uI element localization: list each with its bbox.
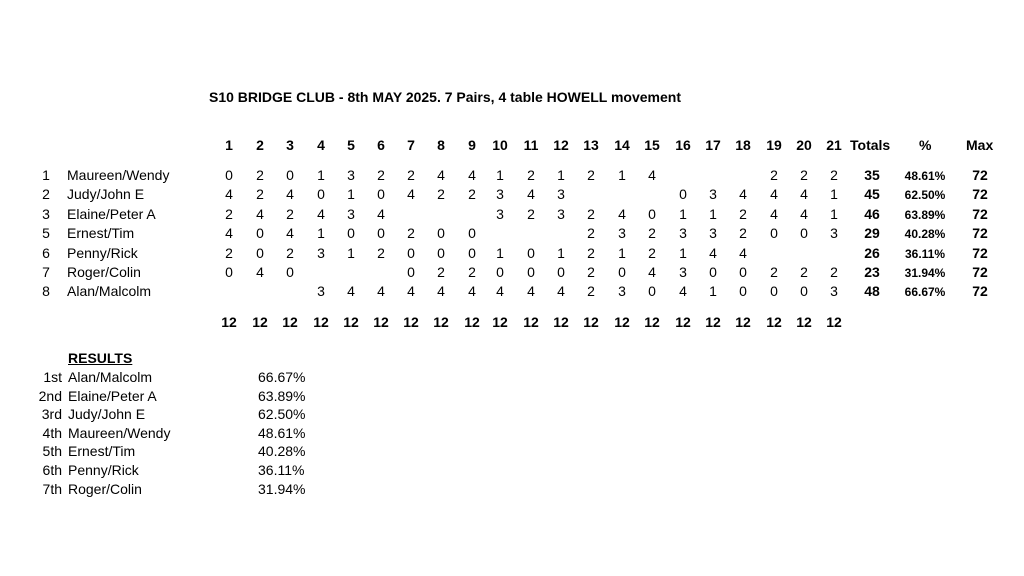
score-cell: 4 [709, 244, 717, 261]
score-cell: 0 [347, 225, 355, 242]
score-cell: 4 [468, 167, 476, 183]
column-header: 9 [468, 137, 476, 153]
column-header: 17 [705, 137, 721, 153]
score-cell: 4 [377, 205, 385, 222]
row-total: 46 [864, 205, 880, 222]
column-total: 12 [523, 314, 539, 330]
score-cell: 2 [437, 186, 445, 203]
score-cell: 0 [527, 244, 535, 261]
score-cell: 4 [648, 167, 656, 183]
score-cell: 1 [317, 225, 325, 242]
score-cell: 1 [830, 205, 838, 222]
column-total: 12 [675, 314, 691, 330]
score-cell: 2 [587, 283, 595, 300]
score-cell: 2 [407, 167, 415, 183]
score-cell: 2 [377, 244, 385, 261]
row-max: 72 [972, 167, 988, 183]
column-total: 12 [221, 314, 237, 330]
score-cell: 0 [256, 244, 264, 261]
pair-name: Maureen/Wendy [67, 167, 170, 183]
score-cell: 4 [770, 205, 778, 222]
score-cell: 4 [739, 186, 747, 203]
score-cell: 4 [225, 225, 233, 242]
score-cell: 1 [679, 244, 687, 261]
row-percent: 36.11% [904, 246, 946, 261]
score-cell: 3 [496, 205, 504, 222]
score-cell: 4 [527, 283, 535, 300]
percent-header: % [919, 137, 932, 153]
score-cell: 2 [587, 244, 595, 261]
score-cell: 2 [225, 244, 233, 261]
score-cell: 1 [679, 205, 687, 222]
score-cell: 1 [618, 244, 626, 261]
page-title: S10 BRIDGE CLUB - 8th MAY 2025. 7 Pairs, 4 table HOWELL movement [209, 89, 681, 105]
score-cell: 1 [709, 283, 717, 300]
result-row [0, 442, 400, 460]
result-position: 6th [42, 462, 62, 478]
result-name: Ernest/Tim [68, 443, 136, 460]
column-header: 19 [766, 137, 782, 153]
score-cell: 4 [527, 186, 535, 203]
pair-number: 3 [42, 205, 50, 222]
score-cell: 0 [225, 264, 233, 280]
pair-name: Roger/Colin [67, 264, 141, 280]
column-total: 12 [313, 314, 329, 330]
score-cell: 4 [800, 205, 808, 222]
pair-number: 7 [42, 264, 50, 280]
score-cell: 4 [407, 186, 415, 203]
score-cell: 2 [800, 264, 808, 280]
score-cell: 4 [317, 205, 325, 222]
score-cell: 4 [800, 186, 808, 203]
result-name: Roger/Colin [68, 480, 142, 497]
column-header: 4 [317, 137, 325, 153]
column-total: 12 [583, 314, 599, 330]
row-total: 48 [864, 283, 880, 300]
score-cell: 3 [347, 167, 355, 183]
score-cell: 2 [648, 225, 656, 242]
score-cell: 1 [496, 244, 504, 261]
score-cell: 1 [618, 167, 626, 183]
result-percent: 62.50% [258, 406, 306, 423]
pair-number: 2 [42, 186, 50, 203]
result-position: 4th [42, 424, 62, 441]
score-cell: 0 [468, 225, 476, 242]
score-cell: 2 [770, 264, 778, 280]
pair-number: 1 [42, 167, 50, 183]
column-total: 12 [796, 314, 812, 330]
score-cell: 0 [225, 167, 233, 183]
score-cell: 0 [468, 244, 476, 261]
column-total: 12 [282, 314, 298, 330]
score-cell: 0 [800, 225, 808, 242]
score-cell: 4 [256, 264, 264, 280]
column-total: 12 [433, 314, 449, 330]
score-cell: 0 [496, 264, 504, 280]
column-header: 11 [523, 137, 539, 153]
score-cell: 3 [557, 205, 565, 222]
result-position: 2nd [38, 387, 62, 404]
score-cell: 4 [225, 186, 233, 203]
row-max: 72 [972, 205, 988, 222]
score-cell: 4 [256, 205, 264, 222]
score-cell: 2 [587, 225, 595, 242]
score-cell: 0 [679, 186, 687, 203]
score-cell: 3 [679, 225, 687, 242]
score-cell: 2 [587, 205, 595, 222]
score-cell: 0 [800, 283, 808, 300]
score-cell: 0 [286, 167, 294, 183]
row-total: 35 [864, 167, 880, 183]
score-cell: 2 [286, 205, 294, 222]
score-cell: 3 [557, 186, 565, 203]
score-cell: 0 [648, 283, 656, 300]
score-cell: 4 [739, 244, 747, 261]
column-total: 12 [403, 314, 419, 330]
column-total: 12 [735, 314, 751, 330]
result-name: Alan/Malcolm [68, 369, 153, 385]
score-cell: 0 [648, 205, 656, 222]
score-cell: 3 [679, 264, 687, 280]
score-cell: 4 [377, 283, 385, 300]
result-position: 1st [43, 369, 62, 385]
result-row [0, 405, 400, 423]
score-cell: 2 [377, 167, 385, 183]
column-header: 13 [583, 137, 599, 153]
row-percent: 63.89% [904, 207, 946, 222]
row-max: 72 [972, 225, 988, 242]
row-percent: 48.61% [904, 169, 946, 183]
row-max: 72 [972, 283, 988, 300]
result-row [0, 461, 400, 479]
result-percent: 66.67% [258, 369, 306, 385]
result-percent: 31.94% [258, 480, 306, 497]
column-header: 7 [407, 137, 415, 153]
row-percent: 62.50% [904, 188, 946, 203]
score-cell: 2 [527, 167, 535, 183]
score-cell: 2 [468, 186, 476, 203]
score-cell: 2 [770, 167, 778, 183]
column-total: 12 [373, 314, 389, 330]
column-total: 12 [705, 314, 721, 330]
score-cell: 2 [407, 225, 415, 242]
score-cell: 4 [648, 264, 656, 280]
result-row [0, 424, 400, 442]
column-total: 12 [492, 314, 508, 330]
column-header: 1 [225, 137, 233, 153]
score-cell: 4 [468, 283, 476, 300]
result-name: Judy/John E [68, 406, 146, 423]
score-cell: 0 [618, 264, 626, 280]
score-cell: 2 [739, 225, 747, 242]
score-cell: 1 [496, 167, 504, 183]
score-cell: 0 [377, 186, 385, 203]
score-cell: 4 [286, 186, 294, 203]
score-cell: 3 [618, 283, 626, 300]
column-total: 12 [826, 314, 842, 330]
row-total: 29 [864, 225, 880, 242]
column-total: 12 [614, 314, 630, 330]
score-cell: 0 [377, 225, 385, 242]
score-cell: 4 [496, 283, 504, 300]
result-percent: 63.89% [258, 387, 306, 404]
column-header: 20 [796, 137, 812, 153]
row-max: 72 [972, 186, 988, 203]
score-cell: 2 [468, 264, 476, 280]
row-percent: 40.28% [904, 227, 946, 242]
score-cell: 2 [830, 167, 838, 183]
score-cell: 4 [557, 283, 565, 300]
max-header: Max [966, 137, 994, 153]
score-cell: 2 [587, 264, 595, 280]
pair-number: 8 [42, 283, 50, 300]
score-cell: 1 [830, 186, 838, 203]
result-name: Penny/Rick [68, 462, 139, 478]
score-cell: 0 [407, 264, 415, 280]
column-header: 6 [377, 137, 385, 153]
score-cell: 3 [709, 225, 717, 242]
score-cell: 0 [437, 244, 445, 261]
score-cell: 4 [679, 283, 687, 300]
score-cell: 0 [739, 264, 747, 280]
score-cell: 3 [317, 244, 325, 261]
score-cell: 3 [830, 225, 838, 242]
score-cell: 4 [618, 205, 626, 222]
score-cell: 4 [437, 283, 445, 300]
column-header: 15 [644, 137, 660, 153]
pair-name: Ernest/Tim [67, 225, 135, 242]
score-cell: 1 [557, 167, 565, 183]
score-cell: 1 [317, 167, 325, 183]
result-row [0, 480, 400, 498]
score-cell: 3 [830, 283, 838, 300]
column-header: 16 [675, 137, 691, 153]
result-position: 3rd [41, 406, 62, 423]
result-percent: 36.11% [258, 462, 305, 478]
score-cell: 2 [286, 244, 294, 261]
pair-name: Alan/Malcolm [67, 283, 152, 300]
column-total: 12 [553, 314, 569, 330]
column-total: 12 [644, 314, 660, 330]
row-percent: 66.67% [904, 285, 946, 300]
result-position: 5th [42, 443, 62, 460]
score-cell: 1 [709, 205, 717, 222]
score-cell: 2 [648, 244, 656, 261]
column-header: 21 [826, 137, 842, 153]
totals-header: Totals [850, 137, 891, 153]
column-header: 3 [286, 137, 294, 153]
score-cell: 2 [225, 205, 233, 222]
score-cell: 0 [317, 186, 325, 203]
score-cell: 4 [347, 283, 355, 300]
score-cell: 2 [739, 205, 747, 222]
score-cell: 4 [770, 186, 778, 203]
score-cell: 2 [830, 264, 838, 280]
score-cell: 2 [800, 167, 808, 183]
column-header: 14 [614, 137, 630, 153]
row-max: 72 [972, 264, 988, 280]
result-row [0, 387, 400, 405]
score-cell: 2 [587, 167, 595, 183]
score-cell: 1 [347, 186, 355, 203]
score-cell: 4 [407, 283, 415, 300]
row-total: 26 [864, 244, 880, 261]
score-cell: 2 [256, 186, 264, 203]
result-position: 7th [42, 480, 62, 497]
score-cell: 0 [256, 225, 264, 242]
column-total: 12 [252, 314, 268, 330]
score-cell: 0 [527, 264, 535, 280]
row-total: 23 [864, 264, 880, 280]
score-cell: 0 [286, 264, 294, 280]
column-header: 2 [256, 137, 264, 153]
score-cell: 4 [286, 225, 294, 242]
row-percent: 31.94% [904, 266, 946, 280]
column-header: 18 [735, 137, 751, 153]
result-row [0, 368, 400, 386]
score-cell: 0 [770, 225, 778, 242]
pair-number: 5 [42, 225, 50, 242]
pair-number: 6 [42, 244, 50, 261]
pair-name: Elaine/Peter A [67, 205, 156, 222]
score-cell: 0 [739, 283, 747, 300]
score-cell: 3 [317, 283, 325, 300]
score-cell: 0 [709, 264, 717, 280]
column-total: 12 [464, 314, 480, 330]
score-cell: 4 [437, 167, 445, 183]
results-heading: RESULTS [68, 350, 133, 366]
row-max: 72 [972, 244, 988, 261]
score-cell: 2 [437, 264, 445, 280]
column-header: 5 [347, 137, 355, 153]
column-total: 12 [766, 314, 782, 330]
score-cell: 2 [256, 167, 264, 183]
score-cell: 3 [347, 205, 355, 222]
score-cell: 1 [347, 244, 355, 261]
score-cell: 0 [437, 225, 445, 242]
pair-name: Judy/John E [67, 186, 145, 203]
column-header: 10 [492, 137, 508, 153]
result-percent: 40.28% [258, 443, 306, 460]
column-total: 12 [343, 314, 359, 330]
score-cell: 0 [770, 283, 778, 300]
score-cell: 3 [709, 186, 717, 203]
score-cell: 2 [527, 205, 535, 222]
score-cell: 3 [618, 225, 626, 242]
result-name: Elaine/Peter A [68, 387, 157, 404]
result-percent: 48.61% [258, 424, 306, 441]
score-cell: 3 [496, 186, 504, 203]
column-header: 8 [437, 137, 445, 153]
row-total: 45 [864, 186, 880, 203]
pair-name: Penny/Rick [67, 244, 138, 261]
score-cell: 0 [407, 244, 415, 261]
score-cell: 1 [557, 244, 565, 261]
column-header: 12 [553, 137, 569, 153]
result-name: Maureen/Wendy [68, 424, 171, 441]
score-cell: 0 [557, 264, 565, 280]
